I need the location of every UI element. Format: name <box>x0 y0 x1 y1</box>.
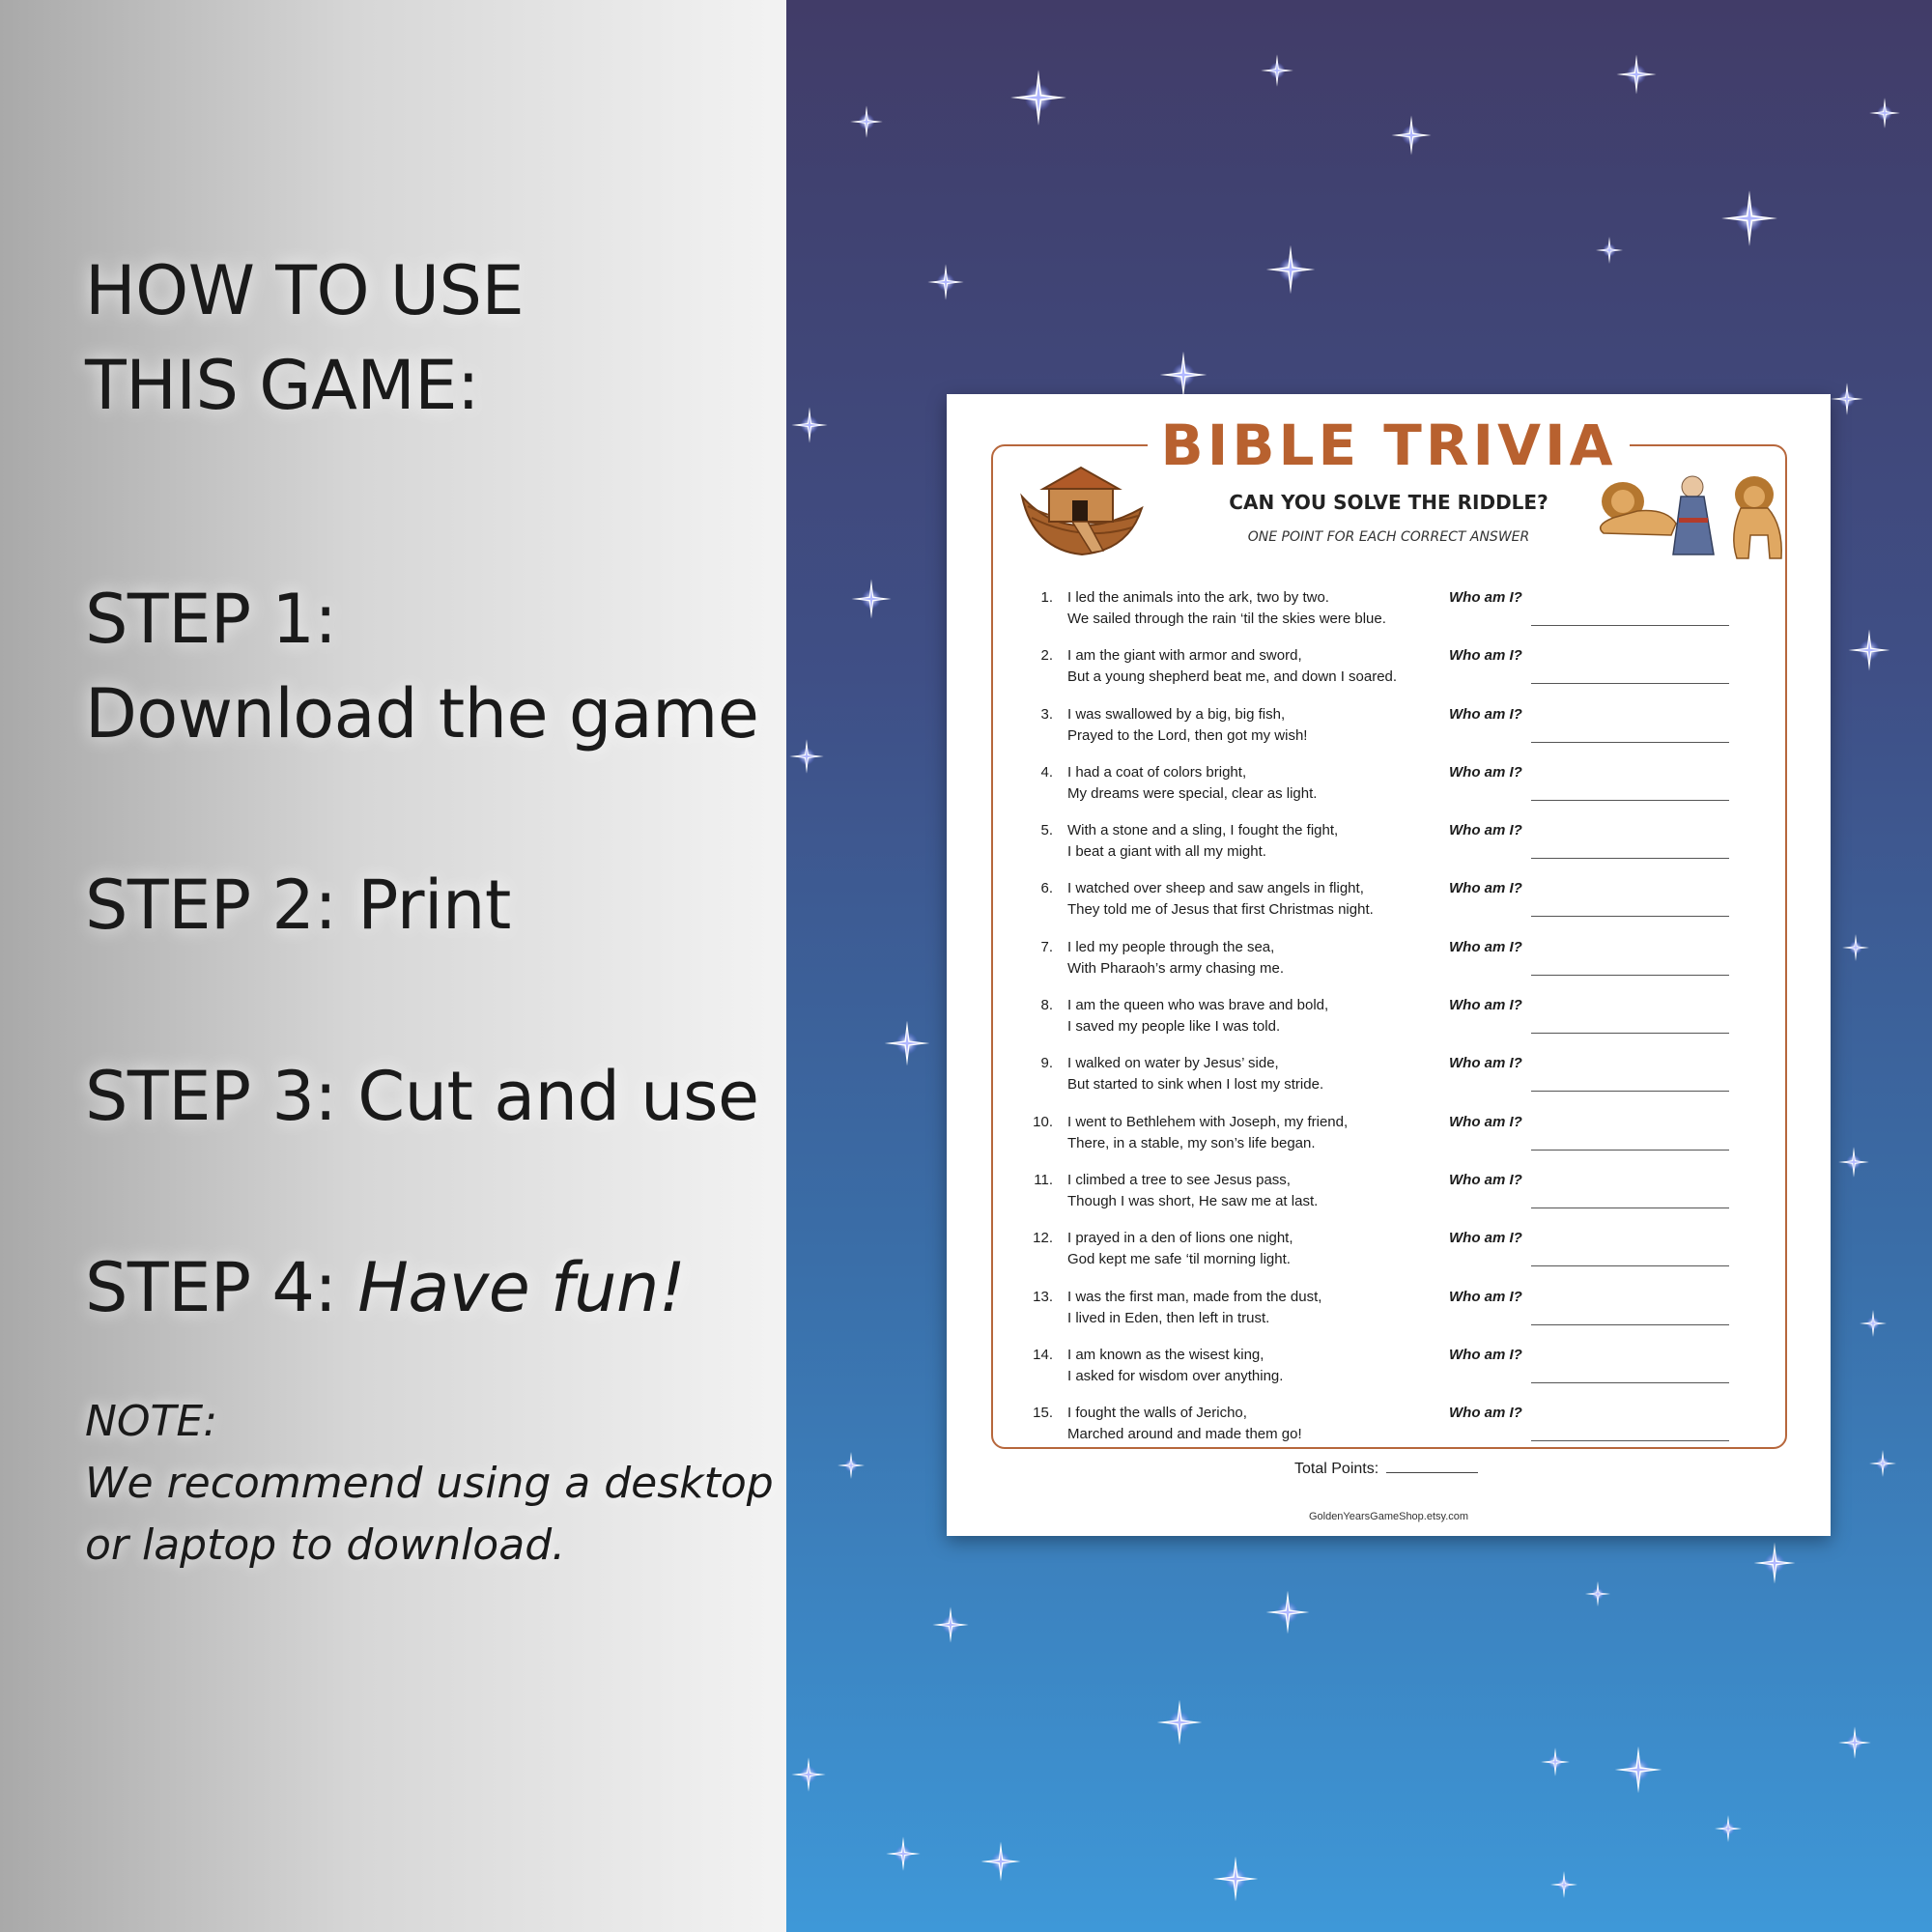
riddle-line1: I am known as the wisest king, <box>1067 1346 1264 1363</box>
riddle-number: 12. <box>1033 1230 1053 1247</box>
who-am-i-label: Who am I? <box>1449 997 1522 1014</box>
who-am-i-label: Who am I? <box>1449 1346 1522 1363</box>
answer-line[interactable] <box>1531 858 1729 859</box>
riddle-line1: I fought the walls of Jericho, <box>1067 1405 1247 1422</box>
who-am-i-label: Who am I? <box>1449 1113 1522 1130</box>
who-am-i-label: Who am I? <box>1449 1405 1522 1422</box>
riddle-text <box>1067 937 1284 980</box>
riddle-number: 3. <box>1040 705 1053 723</box>
who-am-i-label: Who am I? <box>1449 822 1522 839</box>
riddle-line2: But started to sink when I lost my stride. <box>1067 1076 1324 1094</box>
riddle-item <box>1019 1345 1753 1403</box>
sparkle-star-icon <box>1260 53 1294 88</box>
riddle-line2: There, in a stable, my son’s life began. <box>1067 1134 1316 1151</box>
worksheet-title: BIBLE TRIVIA <box>947 412 1831 479</box>
answer-line[interactable] <box>1531 916 1729 917</box>
riddle-line2: With Pharaoh’s army chasing me. <box>1067 959 1284 977</box>
answer-line[interactable] <box>1531 1324 1729 1325</box>
riddle-item <box>1019 704 1753 762</box>
step1-text: Download the game <box>85 674 759 753</box>
riddle-line2: My dreams were special, clear as light. <box>1067 784 1318 802</box>
riddle-line1: I walked on water by Jesus’ side, <box>1067 1055 1279 1072</box>
who-am-i-label: Who am I? <box>1449 1230 1522 1247</box>
sparkle-star-icon <box>790 406 829 444</box>
riddle-item <box>1019 1053 1753 1111</box>
note-block <box>85 1391 774 1577</box>
riddle-line2: I beat a giant with all my might. <box>1067 843 1266 861</box>
riddle-text <box>1067 645 1397 688</box>
sparkle-star-icon <box>883 1019 931 1067</box>
riddle-line1: I am the queen who was brave and bold, <box>1067 997 1329 1014</box>
riddle-number: 8. <box>1040 997 1053 1014</box>
riddle-line2: They told me of Jesus that first Christmas night. <box>1067 901 1374 919</box>
riddle-item <box>1019 1228 1753 1286</box>
note-line1: We recommend using a desktop <box>85 1459 774 1508</box>
sparkle-star-icon <box>1584 1580 1611 1607</box>
riddle-line2: I saved my people like I was told. <box>1067 1018 1281 1036</box>
riddle-number: 11. <box>1034 1171 1053 1188</box>
riddle-line1: I went to Bethlehem with Joseph, my friend, <box>1067 1113 1349 1130</box>
riddle-number: 13. <box>1033 1288 1053 1305</box>
riddle-number: 5. <box>1040 822 1053 839</box>
answer-line[interactable] <box>1531 625 1729 626</box>
riddle-number: 9. <box>1040 1055 1053 1072</box>
sparkle-star-icon <box>926 263 965 301</box>
riddle-line2: I asked for wisdom over anything. <box>1067 1367 1284 1384</box>
answer-line[interactable] <box>1531 1150 1729 1151</box>
answer-line[interactable] <box>1531 975 1729 976</box>
who-am-i-label: Who am I? <box>1449 589 1522 606</box>
note-line2: or laptop to download. <box>85 1520 566 1570</box>
step4-emphasis: Have fun! <box>357 1248 686 1327</box>
riddle-item <box>1019 1287 1753 1345</box>
riddle-text <box>1067 587 1386 630</box>
riddle-line1: I led my people through the sea, <box>1067 938 1275 955</box>
riddle-line1: I am the giant with armor and sword, <box>1067 647 1302 665</box>
riddle-number: 6. <box>1040 880 1053 897</box>
points-instruction: ONE POINT FOR EACH CORRECT ANSWER <box>1247 529 1530 545</box>
riddle-text <box>1067 1287 1321 1329</box>
step3-text: STEP 3: Cut and use <box>85 1057 759 1136</box>
answer-line[interactable] <box>1531 683 1729 684</box>
instructions-panel <box>0 0 786 1932</box>
riddle-line1: I was swallowed by a big, big fish, <box>1067 705 1286 723</box>
riddle-item <box>1019 1170 1753 1228</box>
note-label: NOTE: <box>85 1397 218 1446</box>
sparkle-star-icon <box>1615 53 1658 96</box>
riddle-text <box>1067 995 1328 1037</box>
sparkle-star-icon <box>1158 350 1208 400</box>
total-points-line[interactable] <box>1386 1472 1478 1473</box>
sparkle-star-icon <box>1714 1814 1743 1843</box>
riddle-number: 14. <box>1033 1346 1053 1363</box>
sparkle-star-icon <box>1155 1698 1204 1747</box>
riddle-text <box>1067 1112 1348 1154</box>
riddle-text <box>1067 1170 1318 1212</box>
riddle-line1: I was the first man, made from the dust, <box>1067 1288 1322 1305</box>
who-am-i-label: Who am I? <box>1449 880 1522 897</box>
sparkle-star-icon <box>1868 1449 1897 1478</box>
who-am-i-label: Who am I? <box>1449 705 1522 723</box>
sparkle-star-icon <box>790 1756 827 1793</box>
riddle-line1: With a stone and a sling, I fought the fight, <box>1067 822 1339 839</box>
riddle-text <box>1067 1053 1323 1095</box>
sparkle-star-icon <box>1868 97 1901 129</box>
sparkle-star-icon <box>837 1451 866 1480</box>
riddle-number: 15. <box>1033 1405 1053 1422</box>
riddle-number: 7. <box>1040 938 1053 955</box>
riddle-item <box>1019 645 1753 703</box>
sparkle-star-icon <box>1390 114 1433 156</box>
riddle-item <box>1019 820 1753 878</box>
step4-text <box>85 1240 685 1335</box>
riddle-line1: I prayed in a den of lions one night, <box>1067 1230 1293 1247</box>
sparkle-star-icon <box>1841 933 1870 962</box>
step2-text: STEP 2: Print <box>85 866 511 945</box>
riddle-item <box>1019 1112 1753 1170</box>
who-am-i-label: Who am I? <box>1449 647 1522 665</box>
riddle-list <box>1019 587 1753 1461</box>
sparkle-star-icon <box>980 1840 1022 1883</box>
riddle-line1: I watched over sheep and saw angels in flight, <box>1067 880 1364 897</box>
riddle-number: 4. <box>1040 763 1053 781</box>
riddle-line2: God kept me safe ‘til morning light. <box>1067 1251 1291 1268</box>
riddle-line2: Marched around and made them go! <box>1067 1426 1302 1443</box>
sparkle-star-icon <box>849 104 884 139</box>
riddle-line2: But a young shepherd beat me, and down I soared. <box>1067 668 1398 686</box>
riddle-text <box>1067 1228 1293 1270</box>
sparkle-star-icon <box>1847 628 1891 672</box>
instructions-heading-line1: HOW TO USE <box>85 251 525 330</box>
riddle-line2: I lived in Eden, then left in trust. <box>1067 1309 1270 1326</box>
sparkle-star-icon <box>788 738 825 775</box>
riddle-text <box>1067 704 1307 747</box>
sparkle-star-icon <box>1859 1309 1888 1338</box>
instructions-heading-line2: THIS GAME: <box>85 346 480 425</box>
sparkle-star-icon <box>1595 236 1624 265</box>
who-am-i-label: Who am I? <box>1449 763 1522 781</box>
riddle-line1: I had a coat of colors bright, <box>1067 763 1247 781</box>
answer-line[interactable] <box>1531 742 1729 743</box>
who-am-i-label: Who am I? <box>1449 1055 1522 1072</box>
bible-trivia-worksheet <box>947 394 1831 1536</box>
answer-line[interactable] <box>1531 1033 1729 1034</box>
sparkle-star-icon <box>931 1605 970 1644</box>
answer-line[interactable] <box>1531 1440 1729 1441</box>
riddle-item <box>1019 587 1753 645</box>
sparkle-star-icon <box>1719 188 1779 248</box>
answer-line[interactable] <box>1531 1091 1729 1092</box>
sparkle-star-icon <box>885 1835 922 1872</box>
riddle-text <box>1067 820 1338 863</box>
riddle-item <box>1019 995 1753 1053</box>
step1-label: STEP 1: <box>85 580 337 659</box>
riddle-line1: I led the animals into the ark, two by two. <box>1067 589 1329 606</box>
riddle-item <box>1019 937 1753 995</box>
total-points <box>1294 1461 1584 1478</box>
answer-line[interactable] <box>1531 800 1729 801</box>
sparkle-star-icon <box>1837 1146 1870 1179</box>
riddle-text <box>1067 1403 1302 1445</box>
sparkle-star-icon <box>1830 382 1864 416</box>
riddle-item <box>1019 762 1753 820</box>
sparkle-star-icon <box>1837 1725 1872 1760</box>
sparkle-star-icon <box>850 578 893 620</box>
riddle-line2: Though I was short, He saw me at last. <box>1067 1192 1319 1209</box>
riddle-text <box>1067 762 1317 805</box>
worksheet-subtitle: CAN YOU SOLVE THE RIDDLE? <box>1229 491 1548 514</box>
riddle-line1: I climbed a tree to see Jesus pass, <box>1067 1171 1291 1188</box>
riddle-line2: We sailed through the rain ‘til the skies were blue. <box>1067 611 1386 627</box>
answer-line[interactable] <box>1531 1382 1729 1383</box>
riddle-number: 1. <box>1040 589 1053 606</box>
riddle-item <box>1019 1403 1753 1461</box>
who-am-i-label: Who am I? <box>1449 1171 1522 1188</box>
total-points-label: Total Points: <box>1294 1461 1379 1477</box>
riddle-number: 10. <box>1033 1113 1053 1130</box>
sparkle-star-icon <box>1211 1855 1260 1903</box>
sparkle-star-icon <box>1264 243 1317 296</box>
riddle-number: 2. <box>1040 647 1053 665</box>
answer-line[interactable] <box>1531 1265 1729 1266</box>
sparkle-star-icon <box>1264 1589 1311 1635</box>
sparkle-star-icon <box>1549 1870 1578 1899</box>
who-am-i-label: Who am I? <box>1449 938 1522 955</box>
step4-label: STEP 4: <box>85 1248 358 1327</box>
shop-url: GoldenYearsGameShop.etsy.com <box>1308 1511 1469 1522</box>
sparkle-star-icon <box>1613 1745 1663 1795</box>
riddle-line2: Prayed to the Lord, then got my wish! <box>1067 726 1308 744</box>
sparkle-star-icon <box>1752 1541 1797 1585</box>
riddle-item <box>1019 878 1753 936</box>
sparkle-star-icon <box>1540 1747 1571 1777</box>
riddle-text <box>1067 1345 1283 1387</box>
daniel-lions-icon <box>1584 458 1787 564</box>
who-am-i-label: Who am I? <box>1449 1288 1522 1305</box>
sparkle-star-icon <box>1009 68 1068 128</box>
noahs-ark-icon <box>1014 458 1150 564</box>
riddle-text <box>1067 878 1374 921</box>
